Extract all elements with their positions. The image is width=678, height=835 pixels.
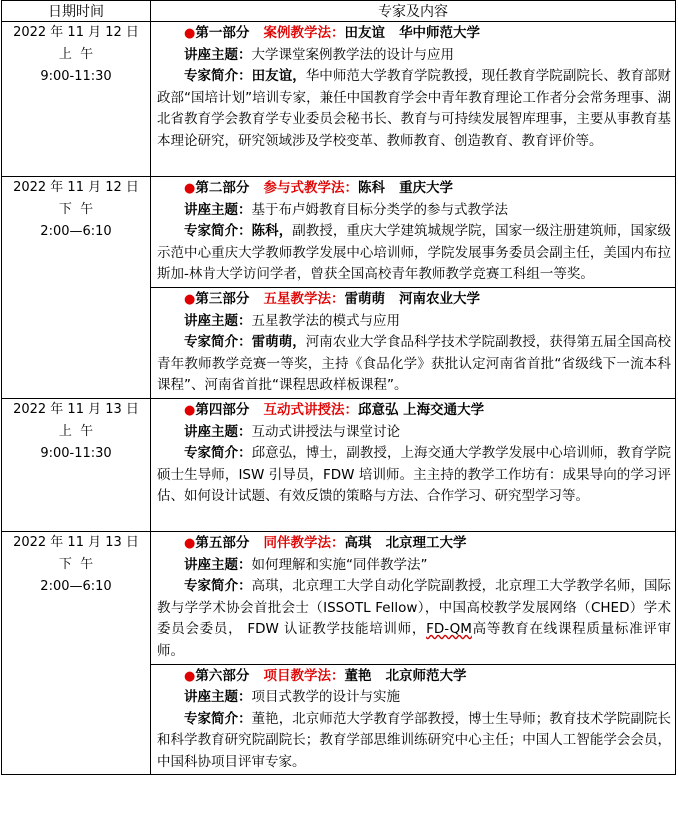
table-row — [2, 22, 676, 177]
period-text: 上 午 — [58, 423, 94, 439]
section-cell — [151, 664, 676, 775]
header-row — [2, 1, 676, 22]
intro-paragraph: 专家简介：董艳，北京师范大学教育学部教授，博士生导师；教育技术学院副院长和科学教育研究院副院长；教育学部思维训练研究中心主任；中国人工智能学会会员，中国科协项目评审专家。 — [157, 710, 672, 770]
date-cell — [2, 177, 151, 399]
section-cell — [151, 177, 676, 288]
time-text: 9:00-11:30 — [40, 445, 112, 461]
time-text: 2:00—6:10 — [40, 578, 112, 594]
intro-paragraph: 专家简介：邱意弘，博士，副教授，上海交通大学教学发展中心培训师，教育学院硕士生导师，ISW 引导员，FDW 培训师。主主持的教学工作坊有：成果导向的学习评估、如何设计试题、有效反馈的策略与方法、合作学习、研究型学习等。 — [157, 445, 672, 505]
section-title: ●第三部分 五星教学法：雷萌萌 河南农业大学 — [184, 290, 481, 307]
date-column-header: 日期时间 — [2, 1, 151, 22]
section-title: ●第一部分 案例教学法：田友谊 华中师范大学 — [184, 25, 481, 41]
section-cell — [151, 398, 676, 531]
section-title: ●第五部分 同伴教学法：高琪 北京理工大学 — [184, 534, 467, 551]
topic-line: 讲座主题：五星教学法的模式与应用 — [184, 312, 400, 329]
period-text: 下 午 — [58, 202, 94, 217]
topic-line: 讲座主题：互动式讲授法与课堂讨论 — [184, 423, 400, 440]
topic-line: 讲座主题：基于布卢姆教育目标分类学的参与式教学法 — [184, 201, 508, 218]
section-cell — [151, 287, 676, 398]
date-cell — [2, 22, 151, 177]
bullet-dot-icon: ● — [184, 291, 196, 307]
content-column-header: 专家及内容 — [151, 1, 676, 22]
date-text: 2022 年 11 月 12 日 — [13, 180, 139, 195]
topic-line: 讲座主题：项目式教学的设计与实施 — [184, 689, 400, 706]
section-cell — [151, 531, 676, 664]
table-row — [2, 531, 676, 664]
bullet-dot-icon: ● — [184, 402, 196, 418]
section-title: ●第六部分 项目教学法：董艳 北京师范大学 — [184, 667, 467, 684]
topic-line: 讲座主题：大学课堂案例教学法的设计与应用 — [184, 46, 454, 63]
section-cell — [151, 22, 676, 177]
bullet-dot-icon: ● — [184, 26, 196, 41]
date-cell — [2, 398, 151, 531]
section-title: ●第四部分 互动式讲授法：邱意弘 上海交通大学 — [184, 401, 485, 418]
date-text: 2022 年 11 月 13 日 — [13, 401, 139, 417]
time-text: 2:00—6:10 — [40, 224, 112, 239]
date-cell — [2, 531, 151, 775]
bullet-dot-icon: ● — [184, 535, 196, 551]
intro-paragraph: 专家简介：陈科，副教授，重庆大学建筑城规学院，国家一级注册建筑师，国家级示范中心重庆大学教师教学发展中心培训师，学院发展事务委员会副主任，美国内布拉斯加-林肯大学访问学者，曾获全国高校青年教师教学竞赛工科组一等奖。 — [157, 223, 672, 283]
bullet-dot-icon: ● — [184, 181, 196, 196]
time-text: 9:00-11:30 — [40, 69, 112, 84]
table-row — [2, 177, 676, 288]
intro-paragraph: 专家简介：高琪，北京理工大学自动化学院副教授，北京理工大学教学名师，国际教与学学术协会首批会士（ISSOTL Fellow），中国高校教学发展网络（CHED）学术委员会委员， FDW 认证教学技能培训师，FD-QM高等教育在线课程质量标准评审师。 — [157, 578, 672, 659]
period-text: 下 午 — [58, 556, 94, 572]
intro-paragraph: 专家简介：雷萌萌，河南农业大学食品科学技术学院副教授，获得第五届全国高校青年教师教学竞赛一等奖，主持《食品化学》获批认定河南省首批“省级线下一流本科课程”、河南省首批“课程思政样板课程”。 — [157, 334, 672, 394]
topic-line: 讲座主题：如何理解和实施“同伴教学法” — [184, 556, 428, 573]
bullet-dot-icon: ● — [184, 668, 196, 684]
table-row — [2, 398, 676, 531]
period-text: 上 午 — [58, 47, 94, 62]
schedule-table — [1, 0, 676, 775]
section-title: ●第二部分 参与式教学法：陈科 重庆大学 — [184, 180, 454, 196]
date-text: 2022 年 11 月 13 日 — [13, 534, 139, 550]
date-text: 2022 年 11 月 12 日 — [13, 25, 139, 40]
intro-paragraph: 专家简介：田友谊，华中师范大学教育学院教授，现任教育学院副院长、教育部财政部“国培计划”培训专家，兼任中国教育学会中青年教育理论工作者分会常务理事、湖北省教育学会教育学专业委员会秘书长、教育与可持续发展智库理事，主要从事教育基本理论研究，研究领域涉及学校变革、教师教育、创造教育、教育评价等。 — [157, 68, 672, 149]
